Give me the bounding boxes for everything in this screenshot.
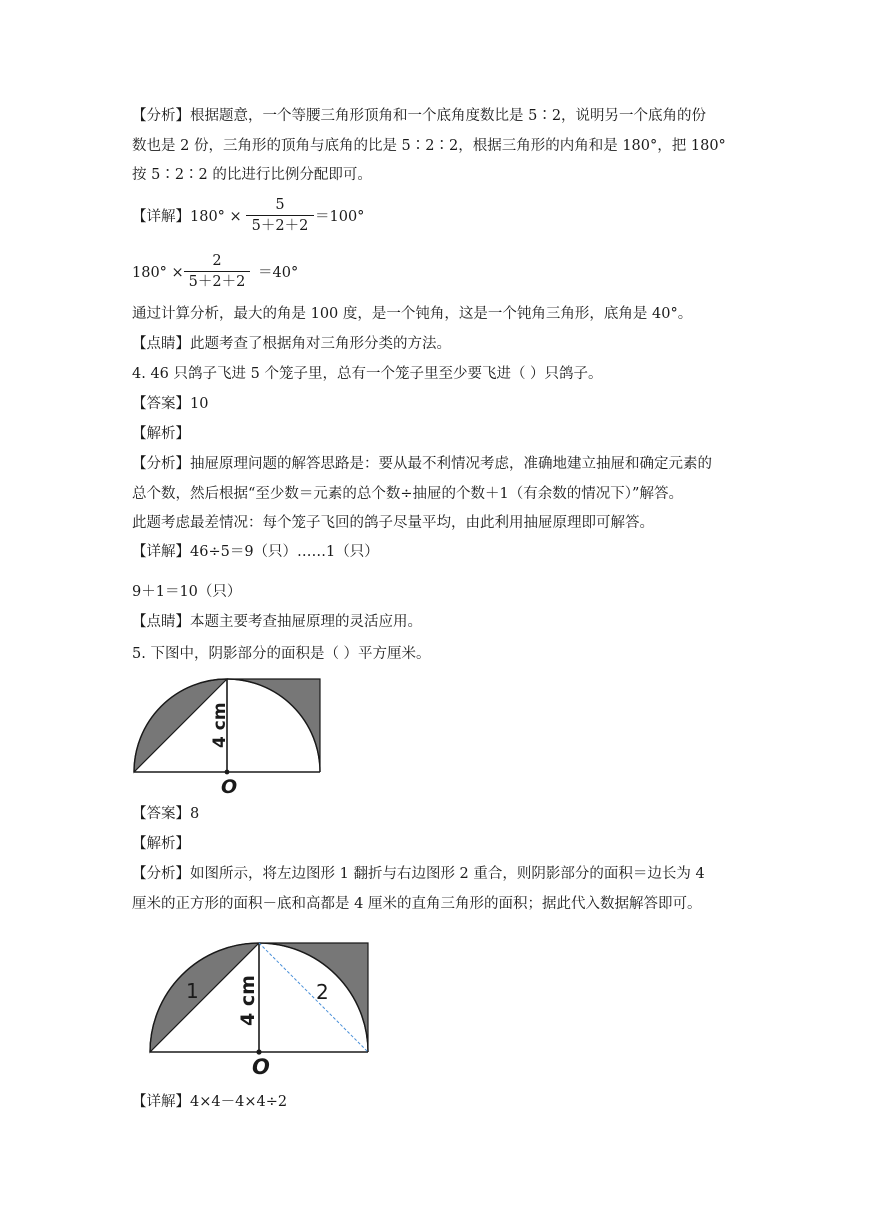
analysis-4-line-3: 此题考虑最差情况：每个笼子飞回的鸽子尽量平均，由此利用抽屉原理即可解答。: [132, 515, 654, 531]
calc-analysis: 通过计算分析，最大的角是 100 度，是一个钝角，这是一个钝角三角形，底角是 40°。: [132, 306, 693, 322]
answer-5: 【答案】8: [132, 806, 200, 822]
figure-2-height-label: 4 cm: [237, 975, 259, 1026]
analysis-4-line-2: 总个数，然后根据“至少数＝元素的总个数÷抽屉的个数＋1（有余数的情况下）”解答。: [132, 486, 683, 502]
detail-2-prefix: 180° ×: [132, 265, 184, 281]
fraction-2-numerator: 2: [212, 253, 222, 269]
explanation-4-heading: 【解析】: [132, 426, 190, 442]
analysis-line-1: 【分析】根据题意，一个等腰三角形顶角和一个底角度数比是 5∶2，说明另一个底角的份: [132, 108, 707, 124]
detail-4-line-2: 9＋1＝10（只）: [132, 584, 242, 600]
figure-1-semicircle: [130, 676, 325, 796]
detail-5: 【详解】4×4－4×4÷2: [132, 1094, 288, 1110]
detail-1-prefix: 【详解】180° ×: [132, 209, 242, 225]
detail-2-result: ＝40°: [258, 265, 299, 281]
analysis-line-2: 数也是 2 份，三角形的顶角与底角的比是 5∶2∶2，根据三角形的内角和是 180°，把 180°: [132, 138, 726, 154]
figure-2-label-2: 2: [316, 980, 329, 1004]
fraction-2: [184, 251, 250, 292]
fraction-1: [246, 195, 314, 236]
figure-2-center-dot: [256, 1049, 261, 1054]
detail-1-result: ＝100°: [315, 209, 365, 225]
fraction-1-denominator: 5＋2＋2: [251, 218, 309, 234]
figure-2-label-1: 1: [186, 979, 199, 1003]
fraction-2-denominator: 5＋2＋2: [188, 274, 246, 290]
detail-4-line-1: 【详解】46÷5＝9（只）……1（只）: [132, 544, 379, 560]
question-5: 5. 下图中，阴影部分的面积是（ ）平方厘米。: [132, 646, 431, 662]
answer-4: 【答案】10: [132, 396, 209, 412]
analysis-5-line-2: 厘米的正方形的面积－底和高都是 4 厘米的直角三角形的面积；据此代入数据解答即可。: [132, 896, 702, 912]
analysis-line-3: 按 5∶2∶2 的比进行比例分配即可。: [132, 167, 372, 183]
figure-1-center-label: O: [221, 776, 238, 798]
question-4: 4. 46 只鸽子飞进 5 个笼子里，总有一个笼子里至少要飞进（ ）只鸽子。: [132, 366, 603, 382]
figure-2-semicircle: [146, 940, 371, 1080]
explanation-5-heading: 【解析】: [132, 836, 190, 852]
fraction-1-numerator: 5: [275, 197, 285, 213]
figure-1-shaded-right: [227, 679, 320, 772]
remark-4: 【点睛】本题主要考查抽屉原理的灵活应用。: [132, 614, 422, 630]
figure-2-center-label: O: [252, 1055, 270, 1079]
analysis-5-line-1: 【分析】如图所示，将左边图形 1 翻折与右边图形 2 重合，则阴影部分的面积＝边长为 4: [132, 866, 705, 882]
analysis-4-line-1: 【分析】抽屉原理问题的解答思路是：要从最不利情况考虑，准确地建立抽屉和确定元素的: [132, 456, 712, 472]
remark-3: 【点睛】此题考查了根据角对三角形分类的方法。: [132, 336, 451, 352]
figure-1-height-label: 4 cm: [210, 702, 230, 748]
figure-1-center-dot: [225, 770, 230, 775]
